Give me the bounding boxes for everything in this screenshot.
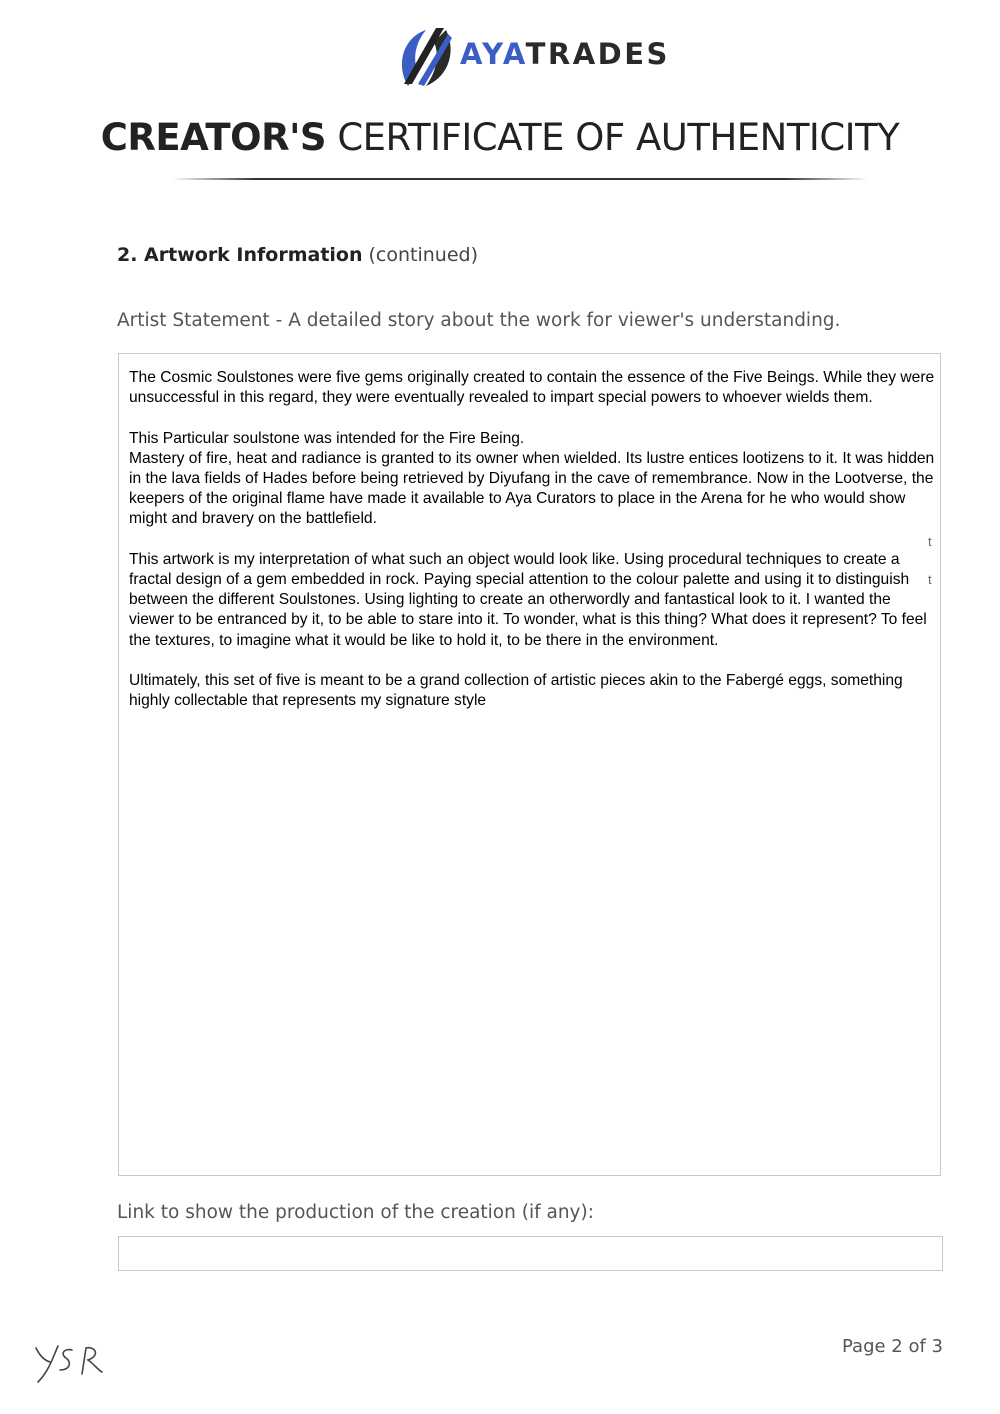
stray-mark: t [928,572,932,587]
brand-name-part1: AYA [460,37,526,71]
section-title: 2. Artwork Information [117,244,363,266]
statement-paragraph: Ultimately, this set of five is meant to be a grand collection of artistic pieces akin to the Fabergé eggs, something highly collectable that represents my signature style [129,672,903,710]
brand-name-part2: TRADES [525,37,670,71]
brand-logo [396,24,670,90]
stray-mark: t [928,534,932,549]
section-heading [117,244,478,266]
statement-paragraph: This artwork is my interpretation of what such an object would look like. Using procedural techniques to create a fractal design of a gem embedded in rock. Paying special attention to the colour palette and using it to distinguish between the different Soulstones. Using lighting to create an otherwordly and fantastical look to it. I wanted the viewer to be entranced by it, to be able to stare into it. To wonder, what is this thing? What does it represent? To feel the textures, to imagine what it would be like to hold it, to be there in the environment. [129,550,927,649]
artist-statement-label: Artist Statement - A detailed story about the work for viewer's understanding. [117,310,841,331]
title-divider [172,178,868,180]
statement-paragraph: This Particular soulstone was intended for the Fire Being. Mastery of fire, heat and radiance is granted to its owner when wielded. Its lustre entices lootizens to it. It was hidden in the lava fields of Hades before being retrieved by Diyufang in the cave of remembrance. Now in the Lootverse, the keepers of the original flame have made it available to Aya Curators to place in the Arena for he who would show might and bravery on the battlefield. [129,429,935,528]
artist-statement-field[interactable] [118,353,941,1176]
statement-paragraph: The Cosmic Soulstones were five gems originally created to contain the essence of the Five Beings. While they were unsuccessful in this regard, they were eventually revealed to impart special powers to whoever wields them. [129,369,935,407]
certificate-title [0,116,1000,159]
title-light: CERTIFICATE OF AUTHENTICITY [337,116,900,159]
brand-name [460,37,670,71]
production-link-label: Link to show the production of the creation (if any): [117,1202,594,1223]
signature [32,1340,104,1390]
ayatrades-logo-icon [396,24,456,90]
section-subtitle: (continued) [368,244,479,266]
artist-statement-text [129,368,935,732]
production-link-field[interactable] [118,1236,943,1271]
title-bold: CREATOR'S [100,116,327,159]
page-number: Page 2 of 3 [842,1336,943,1357]
